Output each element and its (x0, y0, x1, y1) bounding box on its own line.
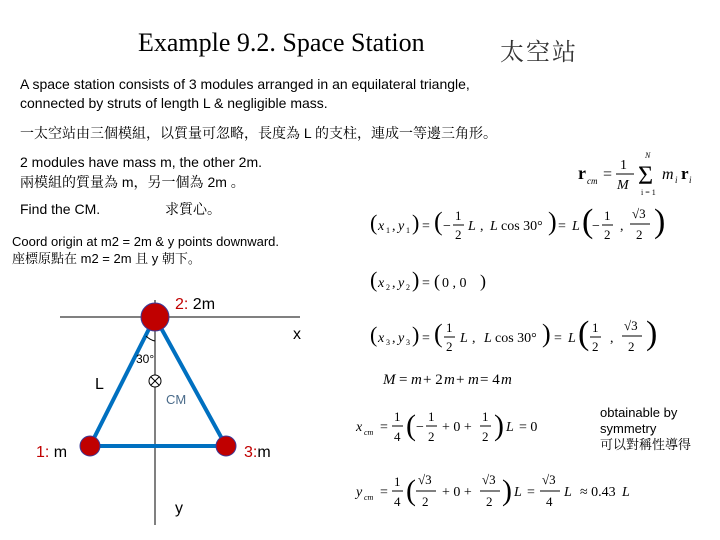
svg-text:,: , (620, 219, 624, 234)
svg-text:x: x (356, 420, 363, 435)
svg-text:,: , (610, 331, 614, 346)
svg-text:): ) (412, 322, 420, 347)
svg-text:y: y (398, 276, 405, 291)
svg-text:=: = (380, 485, 388, 500)
svg-text:): ) (480, 271, 486, 291)
coord-zh: 座標原點在 m2 = 2m 且 y 朝下。 (12, 251, 201, 266)
svg-text:N: N (645, 151, 651, 160)
svg-text:2: 2 (428, 429, 435, 444)
svg-text:=: = (558, 219, 566, 234)
svg-text:2: 2 (386, 283, 390, 292)
module-1-mass: m (49, 444, 68, 461)
svg-text:x: x (378, 331, 385, 346)
svg-text:): ) (654, 203, 666, 240)
svg-text:): ) (502, 474, 512, 507)
module-3-label (244, 444, 271, 462)
svg-text:√3: √3 (542, 472, 556, 487)
module-2-label (175, 296, 215, 314)
svg-text:+ 0 +: + 0 + (442, 420, 472, 435)
svg-text:2: 2 (482, 429, 489, 444)
svg-text:m: m (501, 372, 512, 388)
svg-text:1: 1 (455, 208, 462, 223)
cm-label: CM (166, 392, 187, 407)
svg-text:3: 3 (386, 338, 390, 347)
svg-text:m: m (468, 372, 479, 388)
svg-text:= 4: = 4 (480, 372, 500, 388)
svg-text:1: 1 (386, 226, 390, 235)
svg-text:L: L (622, 485, 630, 500)
svg-text:cm: cm (587, 176, 598, 186)
svg-text:y: y (356, 485, 363, 500)
svg-text:L: L (484, 331, 492, 346)
svg-text:,: , (392, 276, 396, 291)
cm-marker-icon (149, 375, 161, 387)
svg-text:(: ( (582, 203, 594, 240)
svg-text:L: L (460, 331, 468, 346)
svg-text:): ) (412, 267, 420, 292)
svg-text:−: − (443, 219, 451, 234)
page-title: Example 9.2. Space Station (138, 28, 425, 57)
position-2-equation (370, 263, 500, 302)
svg-text:3: 3 (406, 338, 410, 347)
svg-text:M: M (383, 372, 396, 388)
position-1-equation (370, 200, 670, 255)
svg-text:Σ: Σ (638, 161, 654, 190)
svg-text:−: − (592, 219, 600, 234)
svg-text:cos 30°: cos 30° (495, 331, 537, 346)
svg-text:(: ( (434, 319, 443, 348)
svg-text:(: ( (578, 315, 590, 352)
svg-text:m: m (662, 166, 674, 183)
svg-text:2: 2 (636, 227, 643, 242)
svg-text:L: L (568, 331, 576, 346)
symmetry-note-zh: 可以對稱性導得 (600, 437, 692, 452)
svg-text:(: ( (370, 210, 378, 235)
intro-zh: 一太空站由三個模組，以質量可忽略，長度為 L 的支柱，連成一等邊三角形。 (20, 125, 498, 141)
angle-arc (146, 336, 155, 341)
module-2-number: 2: (175, 296, 189, 313)
svg-text:,: , (472, 331, 476, 346)
svg-text:2: 2 (592, 339, 599, 354)
total-mass-equation (383, 368, 533, 397)
svg-text:,: , (392, 331, 396, 346)
svg-text:r: r (578, 163, 586, 183)
svg-text:L: L (564, 485, 572, 500)
svg-text:2: 2 (422, 494, 429, 509)
svg-text:): ) (646, 315, 658, 352)
svg-text:L: L (514, 485, 522, 500)
svg-text:=: = (603, 166, 613, 183)
symmetry-note-1: obtainable by (600, 405, 678, 420)
svg-text:=: = (422, 219, 430, 234)
svg-text:(: ( (434, 207, 443, 236)
svg-text:L: L (490, 219, 498, 234)
symmetry-note-2: symmetry (600, 421, 657, 436)
svg-text:=: = (380, 420, 388, 435)
svg-text:): ) (548, 207, 557, 236)
intro-line-2: connected by struts of length L & negligible mass. (20, 95, 328, 111)
svg-text:): ) (412, 210, 420, 235)
x-axis-label: x (293, 326, 301, 343)
svg-text:=: = (527, 485, 535, 500)
svg-text:i: i (675, 175, 678, 185)
module-2-mass: 2m (188, 296, 216, 313)
svg-text:2: 2 (406, 283, 410, 292)
svg-text:i = 1: i = 1 (641, 188, 656, 197)
svg-text:i: i (689, 175, 692, 185)
page-title-zh: 太空站 (500, 38, 578, 66)
ycm-equation (356, 468, 646, 523)
svg-text:+ 0 +: + 0 + (442, 485, 472, 500)
svg-text:m: m (411, 372, 422, 388)
svg-text:=: = (422, 331, 430, 346)
svg-text:√3: √3 (418, 472, 432, 487)
svg-text:m: m (444, 372, 455, 388)
module-1-label (36, 444, 67, 462)
svg-text:=: = (399, 372, 408, 388)
svg-text:2: 2 (455, 227, 462, 242)
masses-zh: 兩模組的質量為 m，另一個為 2m 。 (20, 174, 245, 190)
module-3-mass: m (257, 444, 271, 461)
strut-length-label: L (95, 376, 104, 393)
svg-text:+ 2: + 2 (423, 372, 443, 388)
angle-label: 30° (136, 352, 155, 366)
svg-text:√3: √3 (482, 472, 496, 487)
intro-line-1: A space station consists of 3 modules arranged in an equilateral triangle, (20, 76, 470, 92)
module-3-number: 3: (244, 444, 258, 461)
module-1-node (80, 436, 100, 456)
svg-text:=: = (422, 276, 430, 291)
find-zh: 求質心。 (165, 201, 221, 217)
svg-text:+: + (456, 372, 465, 388)
module-1-number: 1: (36, 444, 50, 461)
svg-text:(: ( (406, 474, 416, 507)
svg-text:1: 1 (604, 208, 611, 223)
find-text: Find the CM. (20, 201, 101, 217)
svg-text:(: ( (434, 271, 440, 291)
svg-text:1: 1 (592, 320, 599, 335)
svg-text:(: ( (370, 267, 378, 292)
module-2-node (141, 303, 169, 331)
svg-text:(: ( (406, 409, 416, 442)
coord-text: Coord origin at m2 = 2m & y points downward. (12, 234, 279, 249)
svg-text:cos 30°: cos 30° (501, 219, 543, 234)
rcm-equation (578, 151, 708, 200)
svg-text:,: , (392, 219, 396, 234)
svg-text:4: 4 (394, 494, 401, 509)
svg-text:2: 2 (628, 339, 635, 354)
svg-text:4: 4 (394, 429, 401, 444)
svg-text:2: 2 (486, 494, 493, 509)
svg-text:√3: √3 (632, 206, 646, 221)
xcm-equation (356, 405, 556, 454)
svg-text:1: 1 (394, 474, 401, 489)
svg-text:2: 2 (446, 339, 453, 354)
svg-text:M: M (617, 178, 629, 193)
svg-text:1: 1 (620, 158, 627, 173)
svg-text:= 0: = 0 (519, 420, 538, 435)
svg-text:=: = (554, 331, 562, 346)
svg-text:,: , (480, 219, 484, 234)
y-axis-label: y (175, 500, 183, 517)
svg-text:1: 1 (428, 409, 435, 424)
svg-text:4: 4 (546, 494, 553, 509)
svg-text:cm: cm (364, 493, 374, 502)
svg-text:√3: √3 (624, 318, 638, 333)
svg-text:0 , 0: 0 , 0 (442, 276, 467, 291)
svg-text:r: r (681, 164, 689, 183)
svg-text:L: L (468, 219, 476, 234)
svg-text:x: x (378, 219, 385, 234)
module-3-node (216, 436, 236, 456)
svg-text:(: ( (370, 322, 378, 347)
svg-text:1: 1 (482, 409, 489, 424)
svg-text:): ) (542, 319, 551, 348)
svg-text:1: 1 (406, 226, 410, 235)
svg-text:y: y (398, 219, 405, 234)
svg-text:cm: cm (364, 428, 374, 437)
svg-text:L: L (572, 219, 580, 234)
svg-text:L: L (506, 420, 514, 435)
svg-text:1: 1 (394, 409, 401, 424)
svg-text:≈ 0.43: ≈ 0.43 (580, 485, 616, 500)
svg-text:x: x (378, 276, 385, 291)
svg-text:−: − (416, 420, 424, 435)
svg-text:2: 2 (604, 227, 611, 242)
svg-text:): ) (494, 409, 504, 442)
svg-text:1: 1 (446, 320, 453, 335)
svg-text:y: y (398, 331, 405, 346)
position-3-equation (370, 312, 670, 367)
masses-text: 2 modules have mass m, the other 2m. (20, 154, 262, 170)
